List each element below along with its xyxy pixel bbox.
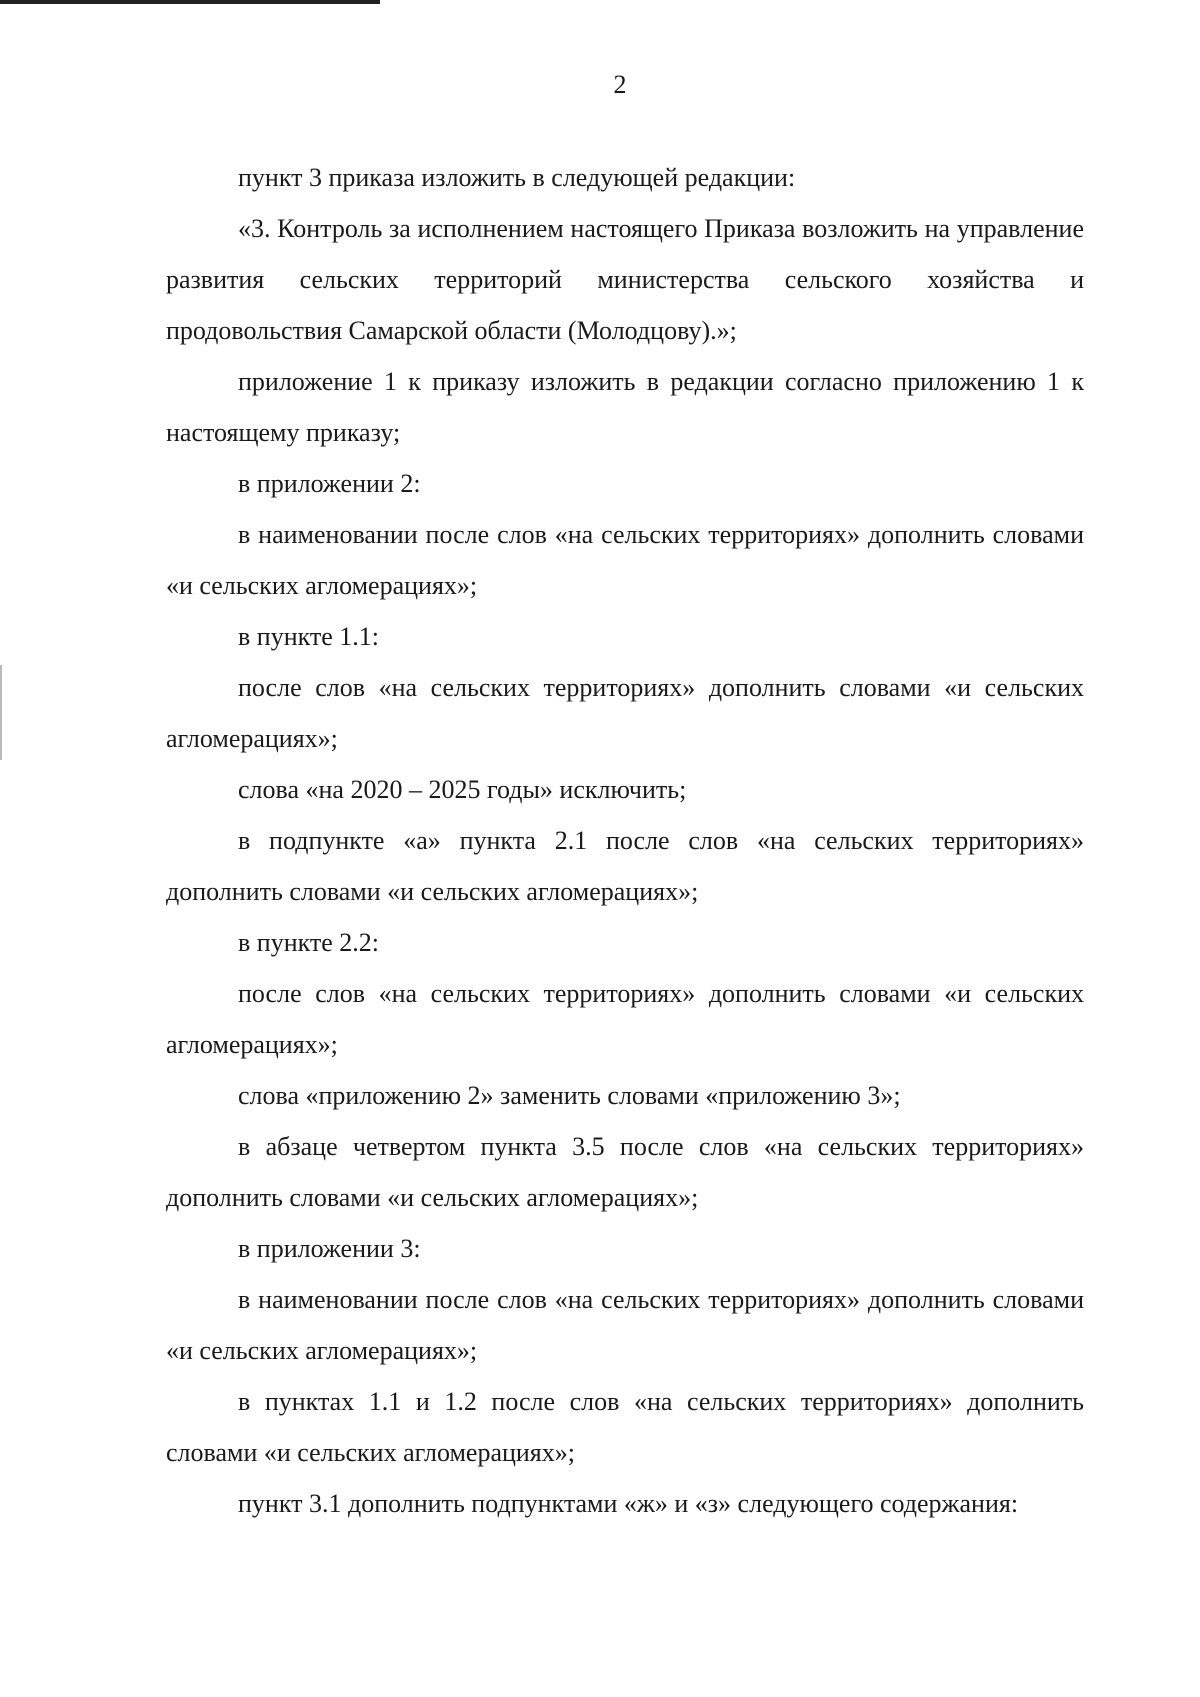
paragraph: приложение 1 к приказу изложить в редакции согласно приложению 1 к настоящему приказу;	[166, 367, 1084, 447]
scan-edge-left	[0, 665, 2, 760]
paragraph: в пункте 1.1:	[238, 622, 380, 651]
paragraph: в наименовании после слов «на сельских территориях» дополнить словами «и сельских агломерациях»;	[166, 1285, 1084, 1365]
paragraph: в приложении 2:	[238, 469, 421, 498]
paragraph: в пункте 2.2:	[238, 928, 380, 957]
paragraph: слова «приложению 2» заменить словами «приложению 3»;	[238, 1081, 901, 1110]
paragraph: после слов «на сельских территориях» дополнить словами «и сельских агломерациях»;	[166, 979, 1084, 1059]
paragraph: пункт 3.1 дополнить подпунктами «ж» и «з» следующего содержания:	[238, 1489, 1019, 1518]
paragraph: «3. Контроль за исполнением настоящего Приказа возложить на управление развития сельских территорий министерства сельского хозяйства и продовольствия Самарской области (Молодцову).»;	[166, 214, 1084, 345]
scan-edge-top	[0, 0, 380, 4]
paragraph: в абзаце четвертом пункта 3.5 после слов «на сельских территориях» дополнить словами «и сельских агломерациях»;	[166, 1132, 1084, 1212]
paragraph: в подпункте «а» пункта 2.1 после слов «на сельских территориях» дополнить словами «и сельских агломерациях»;	[166, 826, 1084, 906]
paragraph: после слов «на сельских территориях» дополнить словами «и сельских агломерациях»;	[166, 673, 1084, 753]
paragraph: слова «на 2020 – 2025 годы» исключить;	[238, 775, 687, 804]
page-number: 2	[613, 70, 627, 99]
paragraph: пункт 3 приказа изложить в следующей редакции:	[238, 163, 796, 192]
document-body	[166, 152, 1084, 1529]
paragraph: в пунктах 1.1 и 1.2 после слов «на сельских территориях» дополнить словами «и сельских агломерациях»;	[166, 1387, 1084, 1467]
paragraph: в приложении 3:	[238, 1234, 421, 1263]
paragraph: в наименовании после слов «на сельских территориях» дополнить словами «и сельских агломерациях»;	[166, 520, 1084, 600]
